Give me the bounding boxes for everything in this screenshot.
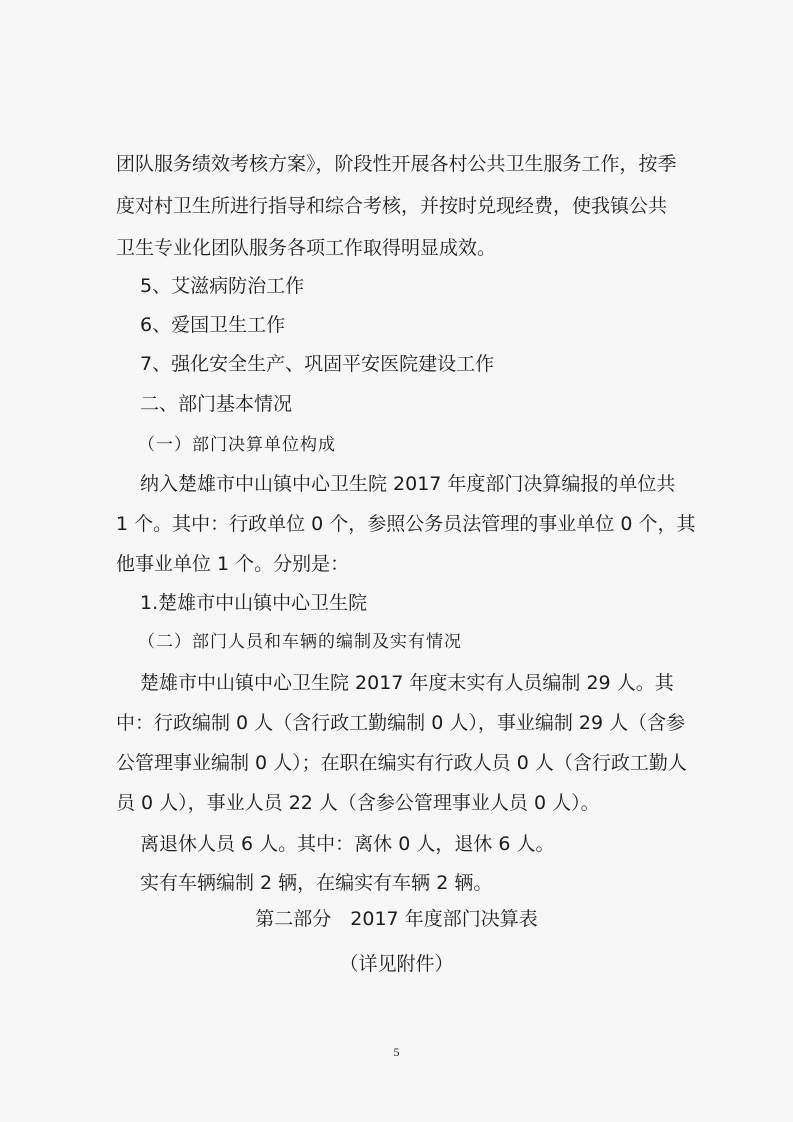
- paragraph-line: 公管理事业编制 0 人）；在职在编实有行政人员 0 人（含行政工勤人: [116, 752, 687, 774]
- paragraph-line: 团队服务绩效考核方案》，阶段性开展各村公共卫生服务工作，按季: [116, 153, 677, 175]
- part-title: 第二部分 2017 年度部门决算表: [255, 908, 538, 930]
- paragraph-line: 员 0 人），事业人员 22 人（含参公管理事业人员 0 人）。: [116, 792, 600, 814]
- paragraph-line: 楚雄市中山镇中心卫生院 2017 年度末实有人员编制 29 人。其: [140, 672, 674, 694]
- paragraph-line: 实有车辆编制 2 辆，在编实有车辆 2 辆。: [140, 872, 493, 894]
- part-note: （详见附件）: [339, 953, 454, 975]
- paragraph-line: 中：行政编制 0 人（含行政工勤编制 0 人），事业编制 29 人（含参: [116, 712, 686, 734]
- list-item: 5、艾滋病防治工作: [140, 275, 305, 297]
- paragraph-line: 他事业单位 1 个。分别是：: [116, 553, 350, 575]
- section-heading: 二、部门基本情况: [140, 393, 293, 415]
- subsection-heading: （一）部门决算单位构成: [138, 435, 336, 455]
- list-item: 1.楚雄市中山镇中心卫生院: [140, 592, 368, 614]
- paragraph-line: 1 个。其中：行政单位 0 个，参照公务员法管理的事业单位 0 个，其: [116, 513, 696, 535]
- paragraph-line: 卫生专业化团队服务各项工作取得明显成效。: [116, 237, 497, 259]
- paragraph-line: 纳入楚雄市中山镇中心卫生院 2017 年度部门决算编报的单位共: [140, 473, 676, 495]
- list-item: 7、强化安全生产、巩固平安医院建设工作: [140, 353, 495, 375]
- subsection-heading: （二）部门人员和车辆的编制及实有情况: [138, 632, 462, 652]
- paragraph-line: 离退休人员 6 人。其中：离休 0 人，退休 6 人。: [140, 833, 555, 855]
- page-number: 5: [393, 1045, 400, 1059]
- paragraph-line: 度对村卫生所进行指导和综合考核，并按时兑现经费，使我镇公共: [116, 195, 668, 217]
- list-item: 6、爱国卫生工作: [140, 314, 286, 336]
